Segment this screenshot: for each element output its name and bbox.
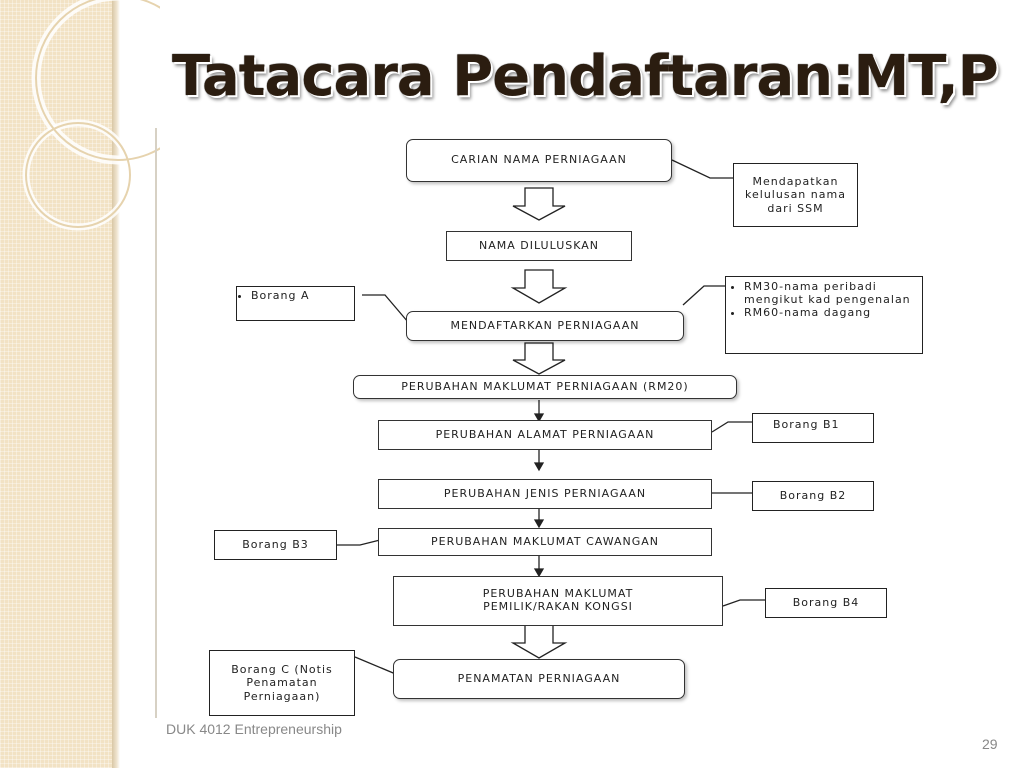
connector-line (355, 657, 398, 675)
note-borang-a (236, 286, 355, 321)
connector-line (362, 295, 408, 322)
note-borang-b1: Borang B1 (752, 413, 874, 443)
connector-line (337, 540, 380, 545)
block-arrow (513, 270, 565, 303)
block-arrow (513, 343, 565, 374)
fee-rm30: • RM30-nama peribadi mengikut kad pengenalan (744, 280, 920, 306)
note-borang-c: Borang C (Notis Penamatan Perniagaan) (209, 650, 355, 716)
connector-line (672, 160, 733, 178)
borang-a-label: • Borang A (251, 289, 354, 302)
slide-title: Tatacara Pendaftaran:MT,P (172, 44, 998, 109)
arrow-head (535, 569, 543, 576)
block-arrow (513, 188, 565, 220)
step-penamatan: PENAMATAN PERNIAGAAN (393, 659, 685, 699)
arrow-head (535, 520, 543, 527)
step-perubahan-cawangan: PERUBAHAN MAKLUMAT CAWANGAN (378, 528, 712, 556)
block-arrow (513, 625, 565, 658)
note-borang-b4: Borang B4 (765, 588, 887, 618)
step-perubahan-maklumat: PERUBAHAN MAKLUMAT PERNIAGAAN (RM20) (353, 375, 737, 399)
note-ssm: Mendapatkan kelulusan nama dari SSM (733, 163, 858, 227)
step-perubahan-pemilik: PERUBAHAN MAKLUMAT PEMILIK/RAKAN KONGSI (393, 576, 723, 626)
page-number: 29 (982, 736, 998, 752)
step-nama-diluluskan: NAMA DILULUSKAN (446, 231, 632, 261)
note-borang-b3: Borang B3 (214, 530, 337, 560)
step-perubahan-jenis: PERUBAHAN JENIS PERNIAGAAN (378, 479, 712, 509)
connector-line (683, 286, 725, 305)
step-carian-nama: CARIAN NAMA PERNIAGAAN (406, 139, 672, 182)
footer-course: DUK 4012 Entrepreneurship (166, 721, 342, 737)
note-borang-b2: Borang B2 (752, 481, 874, 511)
step-mendaftarkan: MENDAFTARKAN PERNIAGAAN (406, 311, 684, 341)
arrow-head (535, 463, 543, 470)
note-fees (725, 276, 923, 354)
step-perubahan-alamat: PERUBAHAN ALAMAT PERNIAGAAN (378, 420, 712, 450)
connector-line (712, 422, 752, 432)
fee-rm60: • RM60-nama dagang (744, 306, 920, 319)
connector-line (723, 600, 765, 606)
